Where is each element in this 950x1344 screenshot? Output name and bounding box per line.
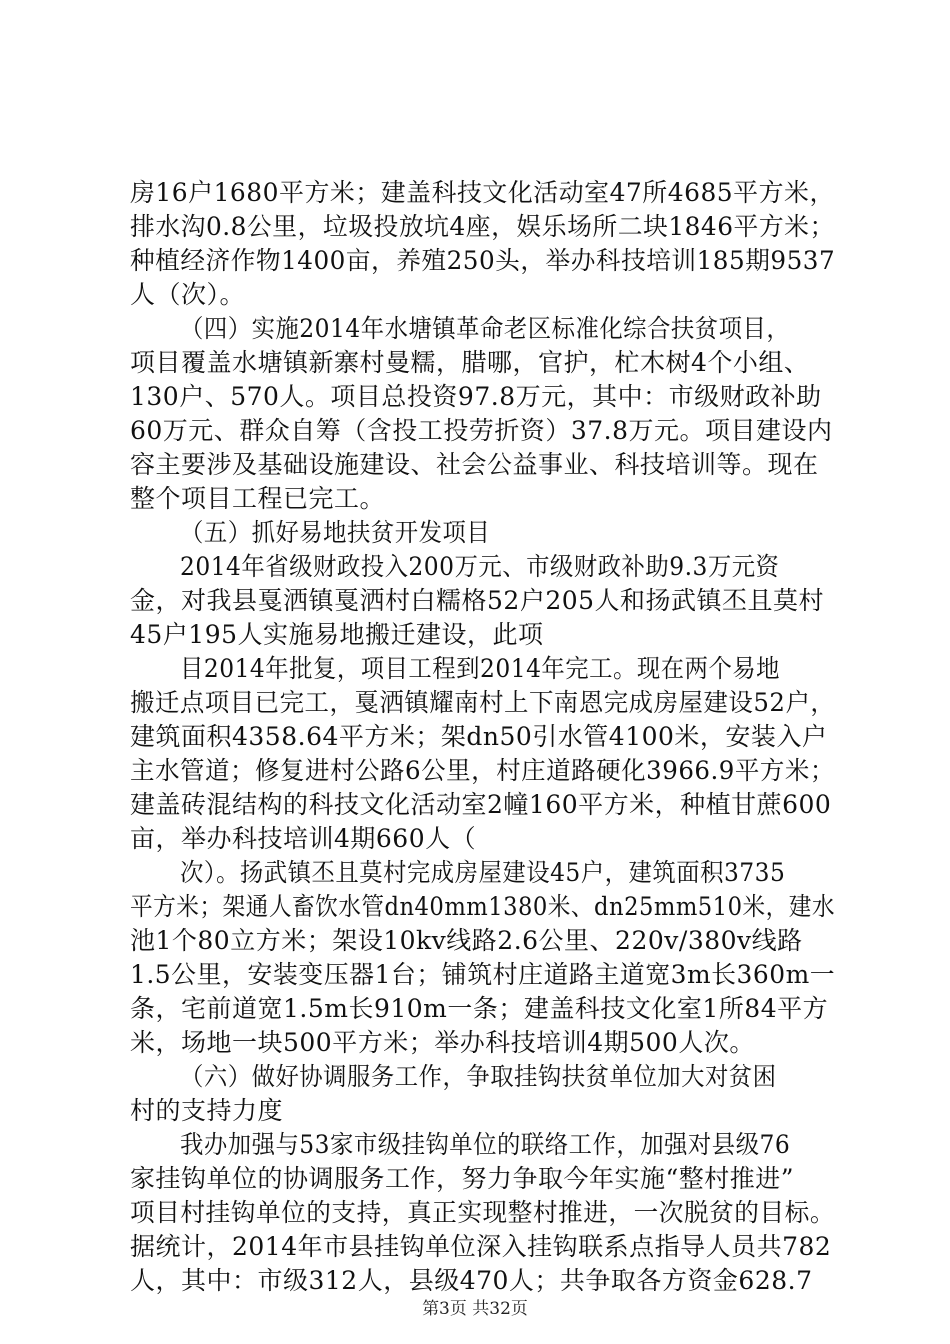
text-line: 130户、570人。项目总投资97.8万元，其中：市级财政补助 bbox=[130, 382, 822, 411]
text-line: 次）。扬武镇丕且莫村完成房屋建设45户，建筑面积3735 bbox=[180, 858, 786, 887]
text-line: （四）实施2014年水塘镇革命老区标准化综合扶贫项目， bbox=[180, 314, 791, 343]
text-line: 条，宅前道宽1.5m长910m一条；建盖科技文化室1所84平方 bbox=[130, 994, 829, 1023]
text-line: 家挂钩单位的协调服务工作，努力争取今年实施“整村推进” bbox=[130, 1164, 795, 1193]
text-line: 平方米；架通人畜饮水管dn40mm1380米、dn25mm510米，建水 bbox=[130, 892, 835, 921]
text-line: 米，场地一块500平方米；举办科技培训4期500人次。 bbox=[130, 1028, 755, 1057]
text-line: 建筑面积4358.64平方米；架dn50引水管4100米，安装入户 bbox=[130, 722, 828, 751]
text-line: 项目覆盖水塘镇新寨村曼糯，腊哪，官护，杧木树4个小组、 bbox=[130, 348, 810, 377]
text-line: 据统计，2014年市县挂钩单位深入挂钩联系点指导人员共782 bbox=[130, 1232, 832, 1261]
text-line: 我办加强与53家市级挂钩单位的联络工作，加强对县级76 bbox=[180, 1130, 791, 1159]
text-line: 1.5公里，安装变压器1台；铺筑村庄道路主道宽3m长360m一 bbox=[130, 960, 836, 989]
text-line: 种植经济作物1400亩，养殖250头，举办科技培训185期9537 bbox=[130, 246, 836, 275]
text-line: 排水沟0.8公里，垃圾投放坑4座，娱乐场所二块1846平方米； bbox=[130, 212, 835, 241]
text-line: 人（次）。 bbox=[130, 280, 246, 309]
section-heading: （五）抓好易地扶贫开发项目 bbox=[180, 518, 491, 547]
page-number: 第3页 共32页 bbox=[422, 1299, 528, 1319]
text-line: 项目村挂钩单位的支持，真正实现整村推进，一次脱贫的目标。 bbox=[130, 1198, 836, 1227]
text-line: 池1个80立方米；架设10kv线路2.6公里、220v/380v线路 bbox=[130, 926, 803, 955]
text-line: 目2014年批复，项目工程到2014年完工。现在两个易地 bbox=[180, 654, 781, 683]
text-line: 60万元、群众自筹（含投工投劳折资）37.8万元。项目建设内 bbox=[130, 416, 833, 445]
text-line: 2014年省级财政投入200万元、市级财政补助9.3万元资 bbox=[180, 552, 780, 581]
text-line: 房16户1680平方米；建盖科技文化活动室47所4685平方米， bbox=[130, 178, 835, 207]
text-line: 人，其中：市级312人，县级470人；共争取各方资金628.7 bbox=[130, 1266, 813, 1295]
text-line: 容主要涉及基础设施建设、社会公益事业、科技培训等。现在 bbox=[130, 450, 819, 479]
text-line: 整个项目工程已完工。 bbox=[130, 484, 386, 513]
text-line: 45户195人实施易地搬迁建设，此项 bbox=[130, 620, 544, 649]
text-line: 建盖砖混结构的科技文化活动室2幢160平方米，种植甘蔗600 bbox=[130, 790, 832, 819]
text-line: 村的支持力度 bbox=[130, 1096, 284, 1125]
text-line: 搬迁点项目已完工，戛洒镇耀南村上下南恩完成房屋建设52户， bbox=[130, 688, 836, 717]
text-line: 金，对我县戛洒镇戛洒村白糯格52户205人和扬武镇丕且莫村 bbox=[130, 586, 825, 615]
text-line: 主水管道；修复进村公路6公里，村庄道路硬化3966.9平方米； bbox=[130, 756, 835, 785]
text-line: 亩，举办科技培训4期660人（ bbox=[130, 824, 477, 853]
section-heading: （六）做好协调服务工作，争取挂钩扶贫单位加大对贫困 bbox=[180, 1062, 777, 1091]
